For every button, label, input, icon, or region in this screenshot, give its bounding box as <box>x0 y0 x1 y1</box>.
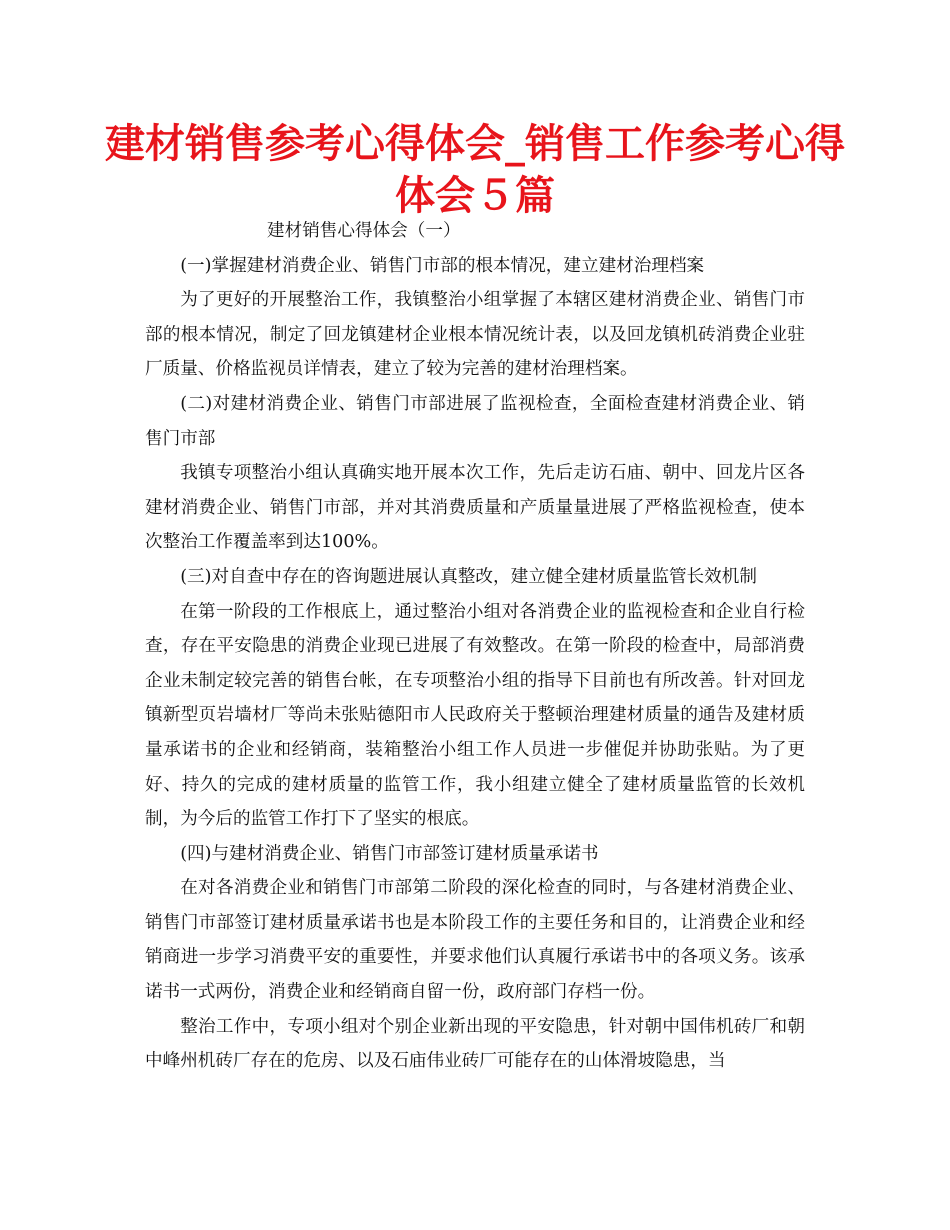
paragraph-1: 为了更好的开展整治工作，我镇整治小组掌握了本辖区建材消费企业、销售门市部的根本情况，制定了回龙镇建材企业根本情况统计表，以及回龙镇机砖消费企业驻厂质量、价格监视员详情表，建立了较为完善的建材治理档案。 <box>145 290 805 380</box>
section-subtitle: 建材销售心得体会（一） <box>267 221 461 241</box>
paragraph-heading-3: (三)对自查中存在的咨询题进展认真整改，建立健全建材质量监管长效机制 <box>180 566 757 587</box>
paragraph-heading-4: (四)与建材消费企业、销售门市部签订建材质量承诺书 <box>180 843 599 864</box>
paragraph-3: 在第一阶段的工作根底上，通过整治小组对各消费企业的监视检查和企业自行检查，存在平安隐患的消费企业现已进展了有效整改。在第一阶段的检查中，局部消费企业未制定较完善的销售台帐，在专项整治小组的指导下目前也有所改善。针对回龙镇新型页岩墙材厂等尚未张贴德阳市人民政府关于整顿治理建材质量的通告及建材质量承诺书的企业和经销商，装箱整治小组工作人员进一步催促并协助张贴。为了更好、持久的完成的建材质量的监管工作，我小组建立健全了建材质量监管的长效机制，为今后的监管工作打下了坚实的根底。 <box>145 601 805 830</box>
document-title: 建材销售参考心得体会_销售工作参考心得体会５篇 <box>105 121 845 219</box>
paragraph-5: 整治工作中，专项小组对个别企业新出现的平安隐患，针对朝中国伟机砖厂和朝中峰州机砖厂存在的危房、以及石庙伟业砖厂可能存在的山体滑坡隐患，当 <box>145 1016 805 1072</box>
paragraph-heading-1: (一)掌握建材消费企业、销售门市部的根本情况，建立建材治理档案 <box>180 255 705 276</box>
paragraph-2: 我镇专项整治小组认真确实地开展本次工作，先后走访石庙、朝中、回龙片区各建材消费企业、销售门市部，并对其消费质量和产质量量进展了严格监视检查，使本次整治工作覆盖率到达100%。 <box>145 463 805 553</box>
paragraph-heading-2: (二)对建材消费企业、销售门市部进展了监视检查，全面检查建材消费企业、销售门市部 <box>145 393 805 449</box>
paragraph-4: 在对各消费企业和销售门市部第二阶段的深化检查的同时，与各建材消费企业、销售门市部签订建材质量承诺书也是本阶段工作的主要任务和目的，让消费企业和经销商进一步学习消费平安的重要性，并要求他们认真履行承诺书中的各项义务。该承诺书一式两份，消费企业和经销商自留一份，政府部门存档一份。 <box>145 878 805 1003</box>
document-body <box>145 214 805 1079</box>
